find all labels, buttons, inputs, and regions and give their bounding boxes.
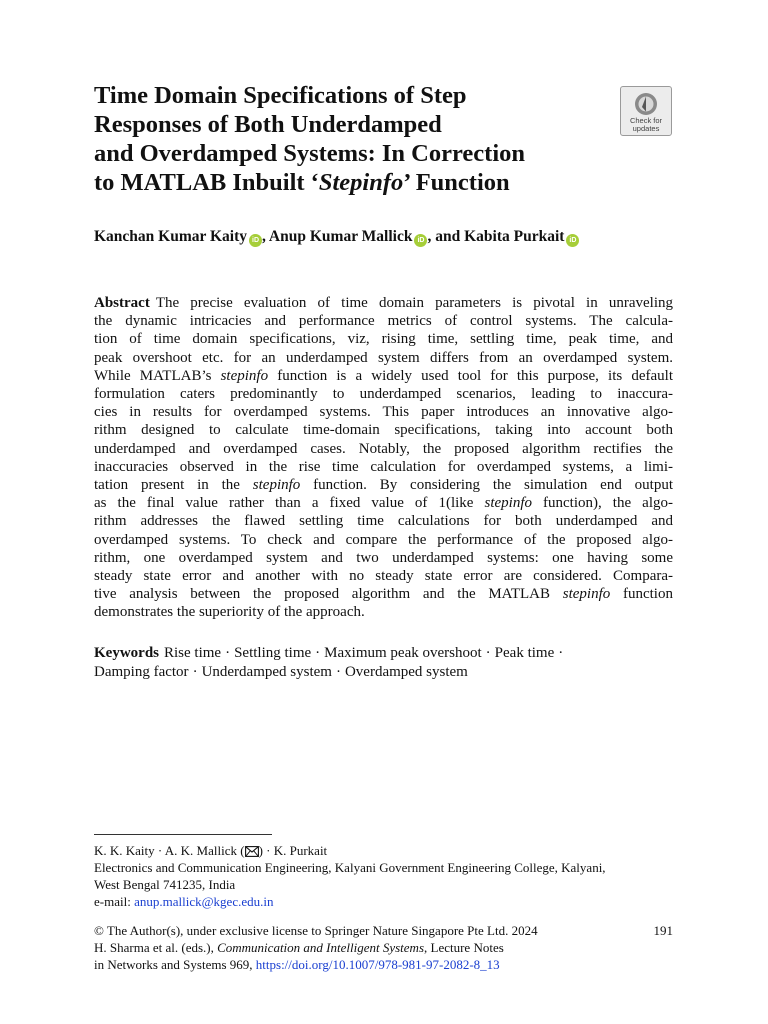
abstract-italic-stepinfo: stepinfo <box>220 367 269 384</box>
author-separator: , and <box>427 228 465 245</box>
author-name[interactable]: Kanchan Kumar Kaity <box>94 228 248 245</box>
citation: , Lecture Notes <box>424 940 504 955</box>
title-line: Responses of Both Underdamped <box>94 111 442 138</box>
abstract-line: overdamped systems. To check and compare the performance of the proposed algo- <box>94 531 673 548</box>
badge-line: updates <box>632 124 660 133</box>
abstract-line: cies in results for overdamped systems. This paper introduces an innovative algo- <box>94 404 673 421</box>
author-list <box>94 227 579 247</box>
abstract-line: the dynamic intricacies and performance metrics of control systems. The calcula- <box>94 313 673 330</box>
abstract-italic-stepinfo: stepinfo <box>562 586 611 603</box>
title-line: and Overdamped Systems: In Correction <box>94 140 526 167</box>
title-text: ’ Function <box>403 169 510 196</box>
email-link[interactable]: anup.mallick@kgec.edu.in <box>134 894 274 909</box>
abstract-line <box>94 294 673 312</box>
abstract-line: rithm designed to calculate time-domain specifications, taking into account both <box>94 422 673 439</box>
title-line: Time Domain Specifications of Step <box>94 82 467 109</box>
abstract-label: Abstract <box>94 295 150 311</box>
abstract-line: tion of time domain specifications, viz, rising time, settling time, peak time, and <box>94 331 673 348</box>
abstract <box>94 294 673 622</box>
orcid-icon[interactable]: iD <box>414 234 427 247</box>
orcid-icon[interactable]: iD <box>249 234 262 247</box>
affiliation: West Bengal 741235, India <box>94 877 236 892</box>
abstract-line: underdamped and overdamped cases. Notably, the proposed algorithm rectifies the <box>94 440 673 457</box>
keyword-separator: · <box>335 664 341 680</box>
keyword: Peak time <box>494 645 555 661</box>
abstract-line: steady state error and another with no steady state error are considered. Compara- <box>94 568 673 585</box>
footnote-authors: K. K. Kaity · A. K. Mallick ( <box>94 843 245 858</box>
abstract-line <box>94 585 673 603</box>
keywords <box>94 644 673 682</box>
email-label: e-mail: <box>94 894 135 909</box>
affiliation: Electronics and Communication Engineering, Kalyani Government Engineering College, Kalyani, <box>94 860 606 875</box>
footnote-rule <box>94 834 272 835</box>
abstract-line: rithm, one overdamped system and two underdamped systems: one having some <box>94 549 673 566</box>
abstract-line: rithm addresses the flawed settling time calculations for both underdamped and <box>94 513 673 530</box>
author-separator: , <box>262 228 269 245</box>
abstract-line <box>94 367 673 385</box>
keyword: Settling time <box>234 645 312 661</box>
page-number: 191 <box>653 923 673 938</box>
keyword: Underdamped system <box>201 664 332 680</box>
abstract-text: function <box>610 586 673 603</box>
author-footnote <box>94 842 684 910</box>
keyword-separator: · <box>192 664 198 680</box>
abstract-line: peak overshoot etc. for an underdamped system differs from an overdamped system. <box>94 349 673 366</box>
citation: in Networks and Systems 969, <box>94 957 256 972</box>
abstract-line <box>94 476 673 494</box>
keyword-separator: · <box>225 645 231 661</box>
abstract-line: formulation caters predominantly to underdamped scenarios, leading to inaccura- <box>94 386 673 403</box>
abstract-text: function. By considering the simulation end output <box>300 477 673 494</box>
badge-line: Check for <box>629 116 663 125</box>
doi-link[interactable]: https://doi.org/10.1007/978-981-97-2082-8_13 <box>255 957 500 972</box>
abstract-line <box>94 494 673 512</box>
copyright: © The Author(s), under exclusive license to Springer Nature Singapore Pte Ltd. 2024 <box>94 923 538 938</box>
envelope-icon[interactable] <box>245 846 259 857</box>
citation: H. Sharma et al. (eds.), <box>94 940 218 955</box>
title-italic-stepinfo: Stepinfo <box>318 169 404 196</box>
abstract-text: The precise evaluation of time domain parameters is pivotal in unraveling <box>155 295 673 311</box>
title-line <box>94 168 614 197</box>
abstract-text: function is a widely used tool for this purpose, its default <box>268 367 673 384</box>
author-name[interactable]: Kabita Purkait <box>464 228 565 245</box>
abstract-text: tation present in the <box>94 477 253 494</box>
keyword: Overdamped system <box>344 664 468 680</box>
abstract-line: inaccuracies observed in the rise time calculation for overdamped systems, a limi- <box>94 458 673 475</box>
publication-info <box>94 922 673 973</box>
check-for-updates-badge[interactable] <box>620 86 672 136</box>
paper-title <box>94 81 614 197</box>
keyword-separator: · <box>558 645 564 661</box>
abstract-text: tive analysis between the proposed algorithm and the MATLAB <box>94 586 563 603</box>
abstract-italic-stepinfo: stepinfo <box>252 477 301 494</box>
check-for-updates-icon <box>633 91 659 117</box>
footnote-authors: ) · K. Purkait <box>258 843 328 858</box>
keywords-label: Keywords <box>94 645 159 661</box>
keyword: Damping factor <box>94 664 189 680</box>
author-name[interactable]: Anup Kumar Mallick <box>268 228 413 245</box>
keyword-separator: · <box>315 645 321 661</box>
abstract-text: function), the algo- <box>531 495 673 512</box>
abstract-text: While MATLAB’s <box>94 367 221 384</box>
abstract-text: as the final value rather than a fixed value of 1(like <box>94 495 485 512</box>
abstract-line: demonstrates the superiority of the approach. <box>94 604 365 621</box>
keyword-separator: · <box>485 645 491 661</box>
title-text: to MATLAB Inbuilt ‘ <box>94 169 319 196</box>
keyword: Rise time <box>164 645 222 661</box>
citation-series: Communication and Intelligent Systems <box>217 940 424 955</box>
orcid-icon[interactable]: iD <box>566 234 579 247</box>
abstract-italic-stepinfo: stepinfo <box>484 495 532 512</box>
keyword: Maximum peak overshoot <box>324 645 482 661</box>
